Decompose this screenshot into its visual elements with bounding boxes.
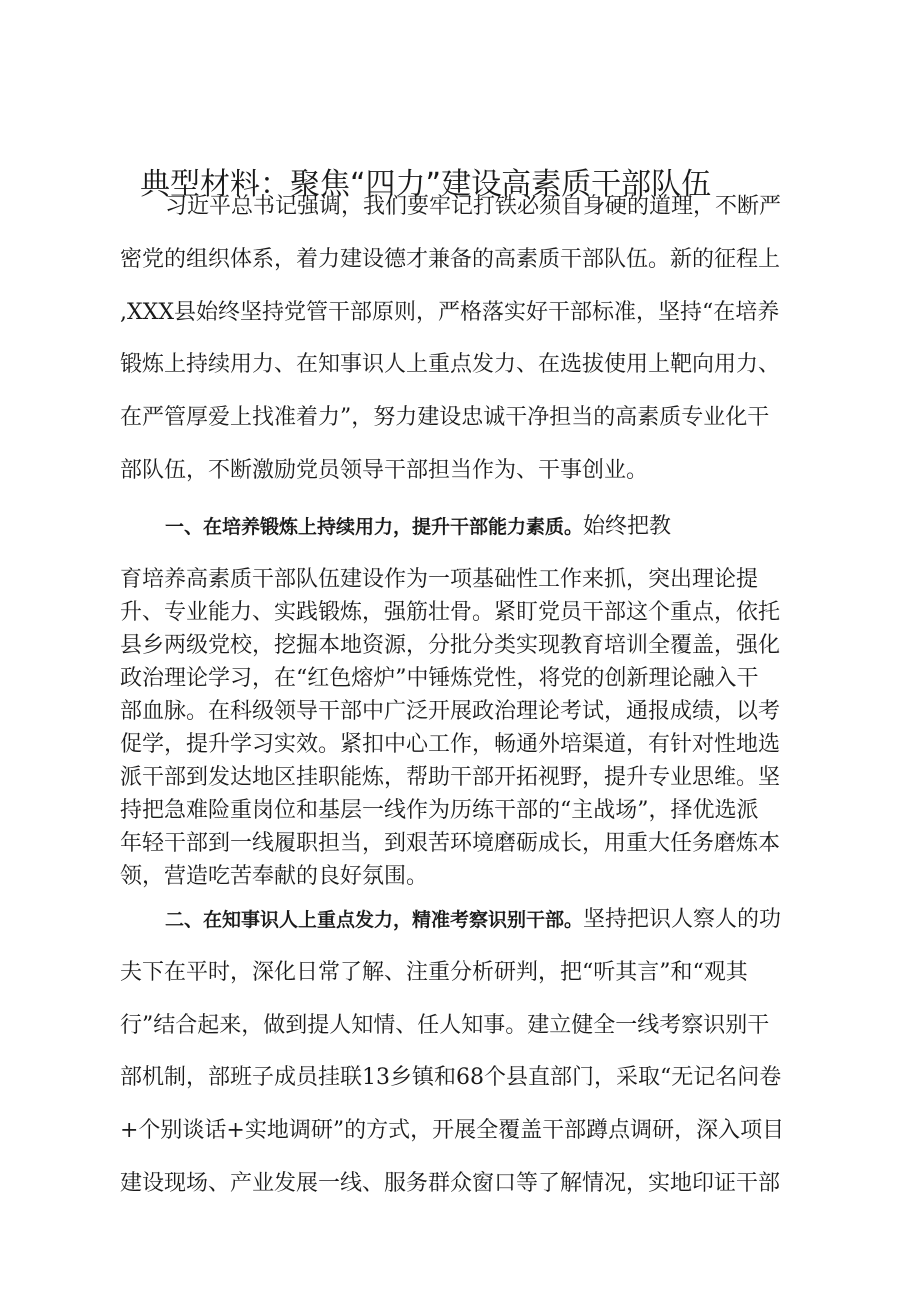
section-1-line: 促学，提升学习实效。紧扣中心工作，畅通外培渠道，有针对性地选 bbox=[120, 732, 781, 757]
section-1-line: 育培养高素质干部队伍建设作为一项基础性工作来抓，突出理论提 bbox=[120, 567, 759, 592]
document-title: 典型材料：聚焦“四力”建设高素质干部队伍 bbox=[140, 167, 712, 202]
section-2-line: +个别谈话+实地调研”的方式，开展全覆盖干部蹲点调研，深入项目 bbox=[120, 1118, 785, 1143]
section-2-heading-tail: 坚持把识人察人的功 bbox=[583, 907, 782, 932]
section-1-line: 政治理论学习，在“红色熔炉”中锤炼党性，将党的创新理论融入干 bbox=[120, 666, 759, 691]
section-2-line: 部机制，部班子成员挂联13乡镇和68个县直部门，采取“无记名问卷 bbox=[120, 1065, 782, 1090]
section-1-line: 县乡两级党校，挖掘本地资源，分批分类实现教育培训全覆盖，强化 bbox=[120, 633, 781, 658]
section-1-line: 部血脉。在科级领导干部中广泛开展政治理论考试，通报成绩，以考 bbox=[120, 699, 781, 724]
section-1-heading-line bbox=[165, 512, 671, 542]
section-1-line: 年轻干部到一线履职担当，到艰苦环境磨砺成长，用重大任务磨炼本 bbox=[120, 831, 781, 856]
section-1-line: 派干部到发达地区挂职能炼，帮助干部开拓视野，提升专业思维。坚 bbox=[120, 765, 781, 790]
intro-line: 部队伍，不断激励党员领导干部担当作为、干事创业。 bbox=[120, 458, 649, 483]
intro-line: 习近平总书记强调，我们要牢记打铁必须自身硬的道理，不断严 bbox=[165, 194, 782, 219]
section-2-line: 夫下在平时，深化日常了解、注重分析研判，把“听其言”和“观其 bbox=[120, 960, 748, 985]
intro-line: 密党的组织体系，着力建设德才兼备的高素质干部队伍。新的征程上 bbox=[120, 247, 781, 272]
section-1-line: 升、专业能力、实践锻炼，强筋壮骨。紧盯党员干部这个重点，依托 bbox=[120, 600, 781, 625]
section-1-heading: 一、在培养锻炼上持续用力，提升干部能力素质。 bbox=[165, 516, 584, 538]
intro-line: ,XXX县始终坚持党管干部原则，严格落实好干部标准，坚持“在培养 bbox=[120, 300, 780, 325]
section-1-line: 持把急难险重岗位和基层一线作为历练干部的“主战场”，择优选派 bbox=[120, 798, 759, 823]
section-2-line: 建设现场、产业发展一线、服务群众窗口等了解情况，实地印证干部 bbox=[120, 1171, 781, 1196]
intro-line: 锻炼上持续用力、在知事识人上重点发力、在选拔使用上靶向用力、 bbox=[120, 352, 781, 377]
section-1-line: 领，营造吃苦奉献的良好氛围。 bbox=[120, 864, 429, 889]
section-2-heading-line bbox=[165, 905, 781, 935]
section-2-line: 行”结合起来，做到提人知情、任人知事。建立健全一线考察识别干 bbox=[120, 1013, 770, 1038]
section-2-heading: 二、在知事识人上重点发力，精准考察识别干部。 bbox=[165, 909, 584, 931]
section-1-heading-tail: 始终把教 bbox=[583, 514, 672, 539]
intro-line: 在严管厚爱上找准着力”，努力建设忠诚干净担当的高素质专业化干 bbox=[120, 405, 770, 430]
